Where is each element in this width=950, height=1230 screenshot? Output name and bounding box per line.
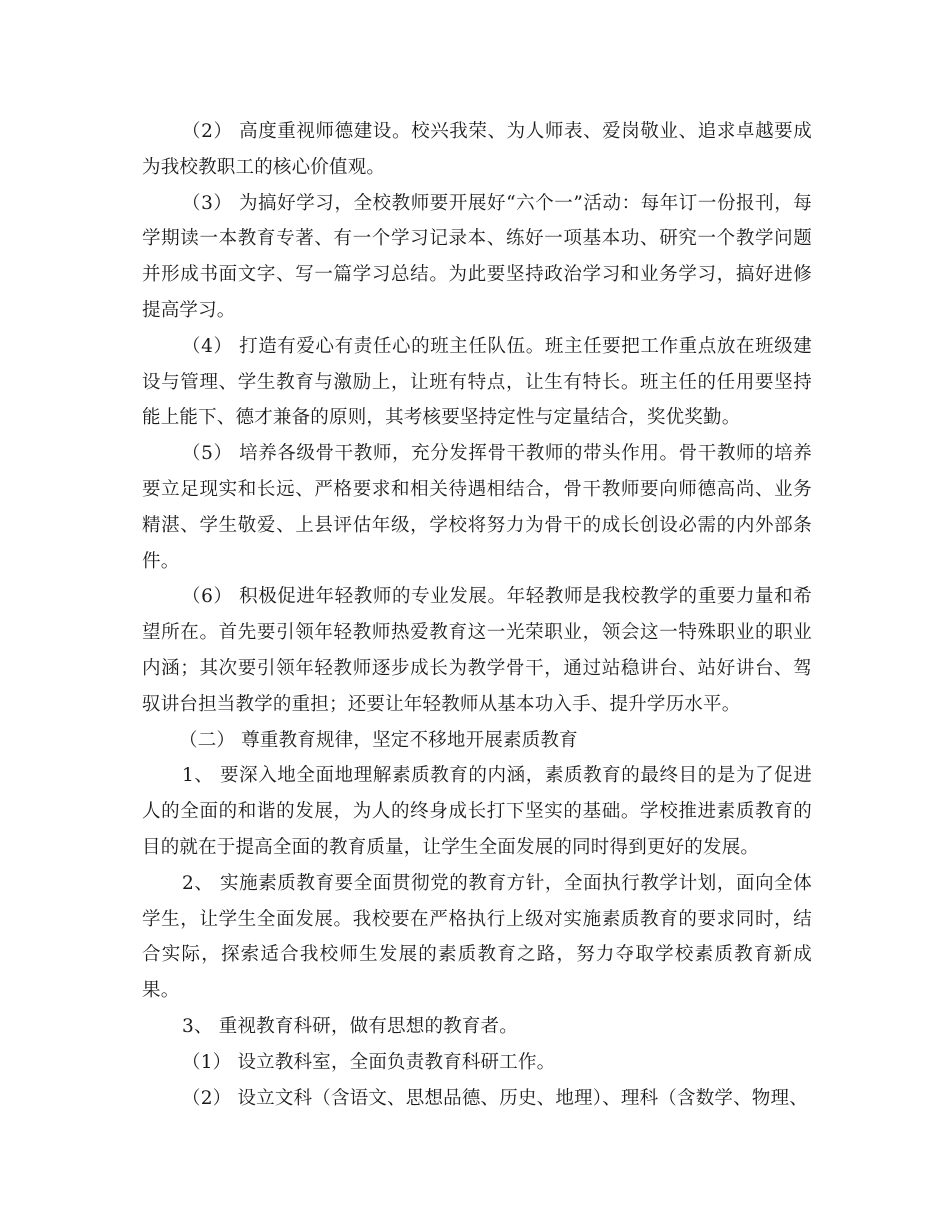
paragraph-six-ones-activity: （3） 为搞好学习，全校教师要开展好“六个一”活动：每年订一份报刊，每学期读一本教育专著、有一个学习记录本、练好一项基本功、研究一个教学问题并形成书面文字、写一篇学习总结。为此要坚持政治学习和业务学习，搞好进修提高学习。 bbox=[142, 192, 812, 321]
paragraph-quality-education-meaning: 1、 要深入地全面地理解素质教育的内涵，素质教育的最终目的是为了促进人的全面的和谐的发展，为人的终身成长打下坚实的基础。学校推进素质教育的目的就在于提高全面的教育质量，让学生全面发展的同时得到更好的发展。 bbox=[142, 765, 812, 858]
paragraph-head-teacher-team: （4） 打造有爱心有责任心的班主任队伍。班主任要把工作重点放在班级建设与管理、学生教育与激励上，让班有特点，让生有特长。班主任的任用要坚持能上能下、德才兼备的原则，其考核要坚持定性与定量结合，奖优奖勤。 bbox=[142, 335, 812, 429]
paragraph-education-research: 3、 重视教育科研，做有思想的教育者。 bbox=[182, 1015, 518, 1037]
paragraph-key-teachers: （5） 培养各级骨干教师，充分发挥骨干教师的带头作用。骨干教师的培养要立足现实和长远、严格要求和相关待遇相结合，骨干教师要向师德高尚、业务精湛、学生敬爱、上县评估年级，学校将努力为骨干的成长创设必需的内外部条件。 bbox=[142, 443, 812, 572]
section-heading-quality-education: （二） 尊重教育规律，坚定不移地开展素质教育 bbox=[179, 729, 578, 751]
paragraph-implement-quality-education: 2、 实施素质教育要全面贯彻党的教育方针，全面执行教学计划，面向全体学生，让学生全面发展。我校要在严格执行上级对实施素质教育的要求同时，结合实际，探索适合我校师生发展的素质教育之路，努力夺取学校素质教育新成果。 bbox=[142, 872, 812, 1002]
paragraph-research-office: （1） 设立教科室，全面负责教育科研工作。 bbox=[182, 1051, 556, 1073]
paragraph-young-teachers: （6） 积极促进年轻教师的专业发展。年轻教师是我校教学的重要力量和希望所在。首先要引领年轻教师热爱教育这一光荣职业，领会这一特殊职业的职业内涵；其次要引领年轻教师逐步成长为教学骨干，通过站稳讲台、站好讲台、驾驭讲台担当教学的重担；还要让年轻教师从基本功入手、提升学历水平。 bbox=[142, 586, 812, 715]
paragraph-subject-groups: （2） 设立文科（含语文、思想品德、历史、地理）、理科（含数学、物理、 bbox=[182, 1087, 808, 1109]
document-body bbox=[142, 114, 812, 1116]
paragraph-teacher-ethics: （2） 高度重视师德建设。校兴我荣、为人师表、爱岗敬业、追求卓越要成为我校教职工的核心价值观。 bbox=[142, 121, 812, 178]
